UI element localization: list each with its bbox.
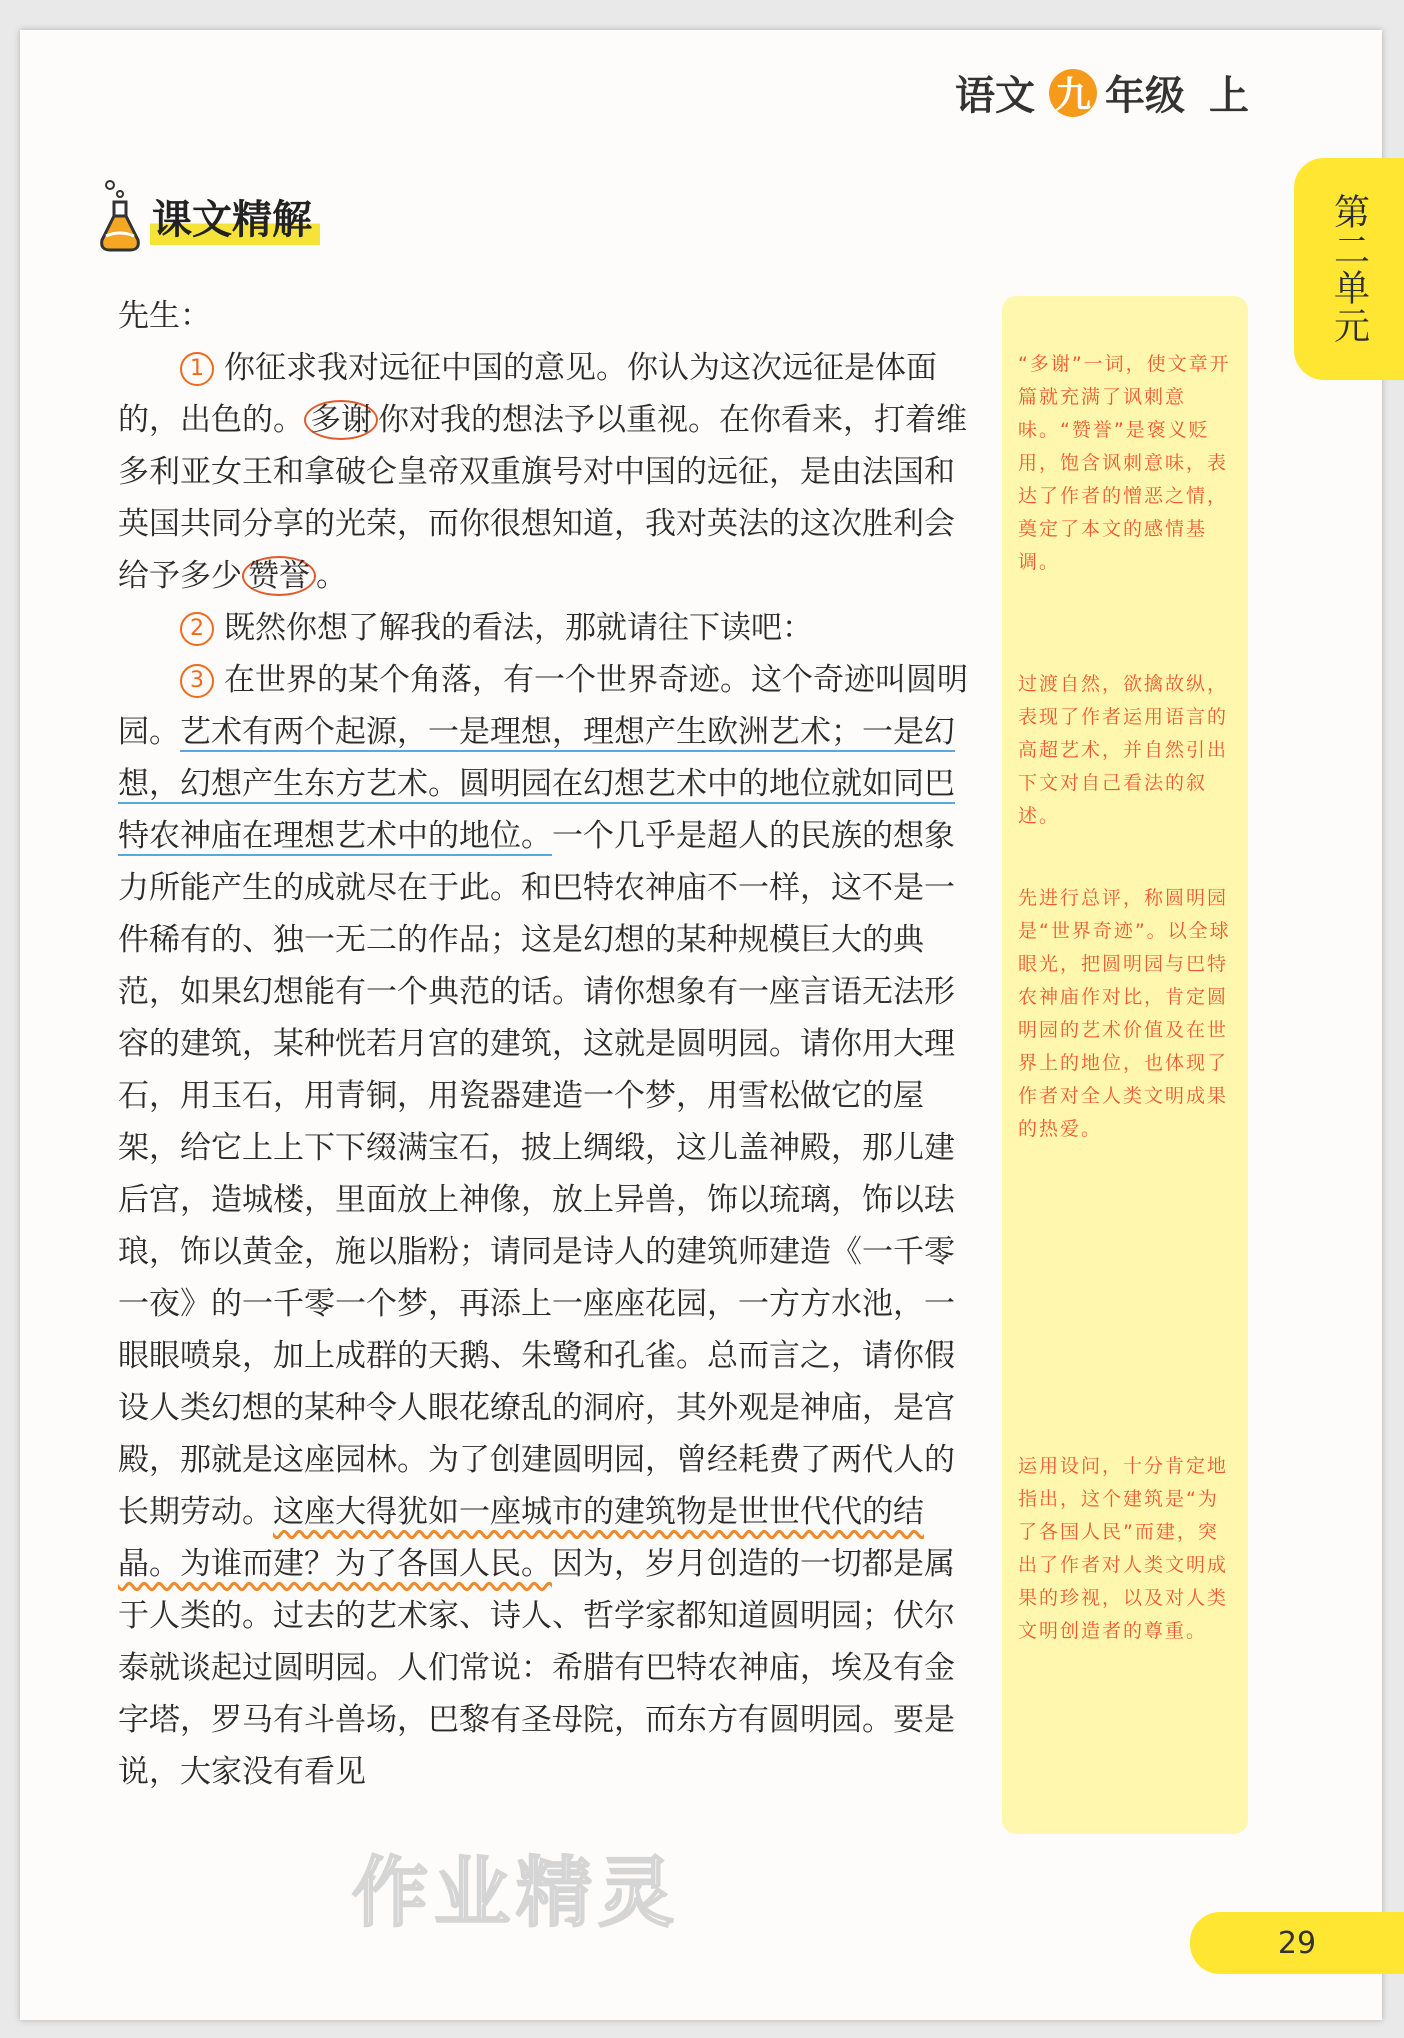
paragraph-2: [118, 602, 978, 654]
salutation: 先生：: [118, 298, 211, 334]
watermark: 作业精灵: [352, 1848, 680, 1937]
section-title-text: 课文精解: [150, 188, 320, 245]
unit-tab: 第二单元: [1294, 158, 1404, 380]
annotation-note: 运用设问，十分肯定地指出，这个建筑是“为了各国人民”而建，突出了作者对人类文明成果的珍视，以及对人类文明创造者的尊重。: [1018, 1455, 1229, 1642]
page-number: 29: [1190, 1912, 1404, 1974]
text-run: 既然你想了解我的看法，那就请往下读吧：: [224, 610, 813, 646]
circled-word: 多谢: [304, 400, 378, 440]
paragraph-1: [118, 342, 978, 602]
paragraph-number: 1: [180, 352, 214, 386]
paragraph-number: 3: [180, 664, 214, 698]
underlined-sentence: 艺术有两个起源，一是理想，理想产生欧洲艺术；一是幻想，幻想产生东方艺术。圆明园在幻想艺术中的地位就如同巴特农神庙在理想艺术中的地位。: [118, 714, 955, 854]
article-body: [118, 290, 978, 1798]
text-run: 在世界的某个角落，有一个世界奇迹。这个奇迹叫圆明园。: [118, 662, 968, 750]
text-run: 。: [316, 558, 347, 594]
header-grade-badge: 九: [1049, 69, 1097, 117]
annotation-note: 过渡自然，欲擒故纵，表现了作者运用语言的高超艺术，并自然引出下文对自己看法的叙述。: [1018, 673, 1229, 827]
paragraph-number: 2: [180, 612, 214, 646]
section-title: [96, 176, 320, 256]
paragraph-3: [118, 654, 978, 1798]
text-run: 你征求我对远征中国的意见。你认为这次远征是体面的，出色的。: [118, 350, 937, 438]
wavy-underlined-sentence: 这座大得犹如一座城市的建筑物是世世代代的结晶。为谁而建？为了各国人民。: [118, 1494, 924, 1582]
header-term: 上: [1209, 73, 1249, 119]
header-subject: 语文: [955, 73, 1035, 119]
header-grade-word: 年级: [1105, 73, 1185, 119]
text-run: 你对我的想法予以重视。在你看来，打着维多利亚女王和拿破仑皇帝双重旗号对中国的远征，是由法国和英国共同分享的光荣，而你很想知道，我对英法的这次胜利会给予多少: [118, 402, 967, 594]
annotation-column: [1002, 296, 1248, 1834]
annotation-note: “多谢”一词，使文章开篇就充满了讽刺意味。“赞誉”是褒义贬用，饱含讽刺意味，表达了作者的憎恶之情，奠定了本文的感情基调。: [1018, 353, 1231, 573]
circled-word: 赞誉: [242, 556, 316, 596]
page-header: [955, 64, 1249, 121]
text-run: 因为，岁月创造的一切都是属于人类的。过去的艺术家、诗人、哲学家都知道圆明园；伏尔泰就谈起过圆明园。人们常说：希腊有巴特农神庙，埃及有金字塔，罗马有斗兽场，巴黎有圣母院，而东方有圆明园。要是说，大家没有看见: [118, 1546, 955, 1790]
flask-icon: [96, 176, 144, 256]
text-run: 一个几乎是超人的民族的想象力所能产生的成就尽在于此。和巴特农神庙不一样，这不是一件稀有的、独一无二的作品；这是幻想的某种规模巨大的典范，如果幻想能有一个典范的话。请你想象有一座言语无法形容的建筑，某种恍若月宫的建筑，这就是圆明园。请你用大理石，用玉石，用青铜，用瓷器建造一个梦，用雪松做它的屋架，给它上上下下缀满宝石，披上绸缎，这儿盖神殿，那儿建后宫，造城楼，里面放上神像，放上异兽，饰以琉璃，饰以珐琅，饰以黄金，施以脂粉；请同是诗人的建筑师建造《一千零一夜》的一千零一个梦，再添上一座座花园，一方方水池，一眼眼喷泉，加上成群的天鹅、朱鹭和孔雀。总而言之，请你假设人类幻想的某种令人眼花缭乱的洞府，其外观是神庙，是宫殿，那就是这座园林。为了创建圆明园，曾经耗费了两代人的长期劳动。: [118, 818, 955, 1530]
annotation-note: 先进行总评，称圆明园是“世界奇迹”。以全球眼光，把圆明园与巴特农神庙作对比，肯定圆明园的艺术价值及在世界上的地位，也体现了作者对全人类文明成果的热爱。: [1018, 887, 1231, 1140]
